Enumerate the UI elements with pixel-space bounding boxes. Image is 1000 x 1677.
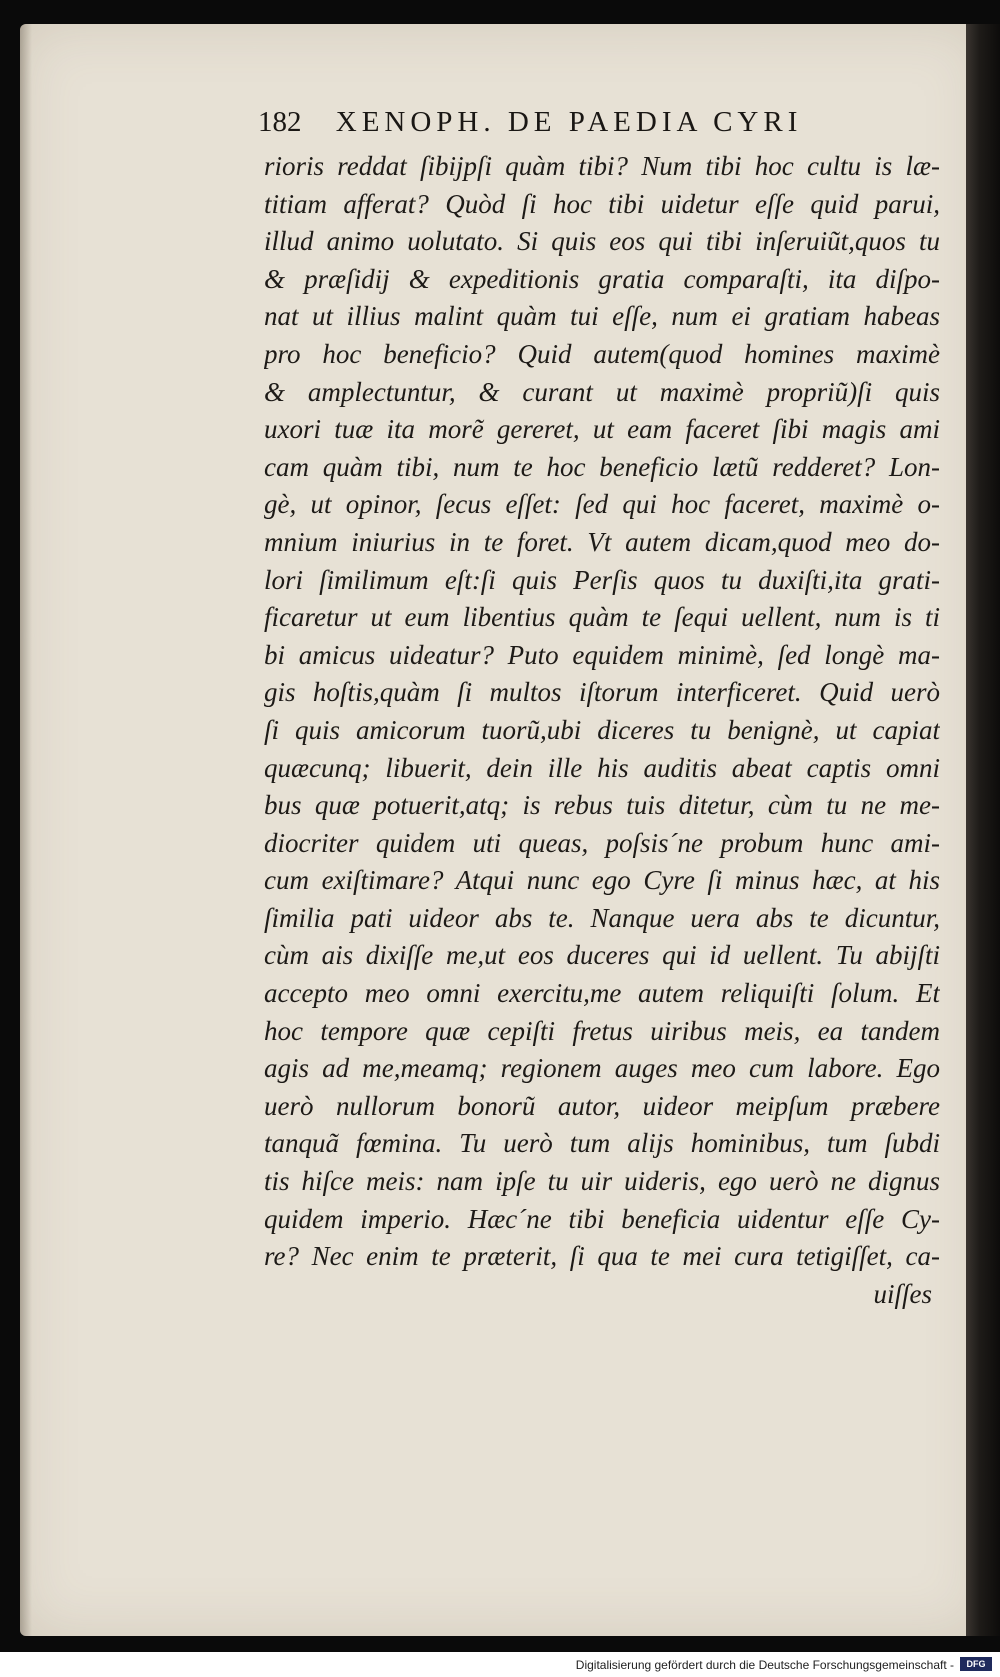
text-line: cùm ais dixiſſe me,ut eos duceres qui id uellent. Tu abijſti [264,940,940,971]
text-line: accepto meo omni exercitu,me autem reliquiſti ſolum. Et [264,978,940,1009]
text-line: & præſidij & expeditionis gratia comparaſti, ita diſpo- [264,263,940,294]
text-line: gè, ut opinor, ſecus eſſet: ſed qui hoc faceret, maximè o- [264,489,940,520]
page-header [258,106,958,146]
text-line: re? Nec enim te præterit, ſi qua te mei cura tetigiſſet, ca- [264,1241,940,1272]
text-line: tis hiſce meis: nam ipſe tu uir uideris, ego uerò ne dignus [264,1166,940,1197]
text-line: rioris reddat ſibijpſi quàm tibi? Num tibi hoc cultu is læ- [264,151,940,181]
text-line: uerò nullorum bonorũ autor, uideor meipſum præbere [264,1090,940,1121]
text-line: pro hoc beneficio? Quid autem(quod homines maximè [264,338,940,369]
body-text [264,148,940,1313]
text-line: bus quæ potuerit,atq; is rebus tuis ditetur, cùm tu ne me- [264,790,940,821]
text-line: ſi quis amicorum tuorũ,ubi diceres tu benignè, ut capiat [264,714,940,745]
text-line: tanquã fœmina. Tu uerò tum alijs hominibus, tum ſubdi [264,1128,940,1159]
catchword: uiſſes [873,1278,932,1309]
text-line: agis ad me,meamq; regionem auges meo cum labore. Ego [264,1053,940,1084]
text-line: quidem imperio. Hæc´ne tibi beneficia uidentur eſſe Cy- [264,1203,940,1234]
text-line: lori ſimilimum eſt:ſi quis Perſis quos tu duxiſti,ita grati- [264,564,940,595]
text-line: titiam afferat? Quòd ſi hoc tibi uidetur eſſe quid parui, [264,188,940,219]
running-title: XENOPH. DE PAEDIA CYRI [335,106,803,138]
text-line: bi amicus uideatur? Puto equidem minimè, ſed longè ma- [264,639,940,670]
text-line: nat ut illius malint quàm tui eſſe, num ei gratiam habeas [264,301,940,332]
text-line: gis hoſtis,quàm ſi multos iſtorum interficeret. Quid uerò [264,677,940,708]
text-line: cum exiſtimare? Atqui nunc ego Cyre ſi minus hæc, at his [264,865,940,896]
funding-credit: Digitalisierung gefördert durch die Deutsche Forschungsgemeinschaft - [575,1658,954,1672]
text-line: ficaretur ut eum libentius quàm te ſequi uellent, num is ti [264,602,940,633]
text-line: mnium iniurius in te foret. Vt autem dicam,quod meo do- [264,526,940,557]
text-line: diocriter quidem uti queas, poſsis´ne probum hunc ami- [264,827,940,858]
dfg-logo: DFG [960,1657,992,1671]
text-line: & amplectuntur, & curant ut maximè propriũ)ſi quis [264,376,940,407]
text-line: quæcunq; libuerit, dein ille his auditis abeat captis omni [264,752,940,783]
page-number: 182 [258,106,302,138]
text-line: uxori tuæ ita morẽ gereret, ut eam faceret ſibi magis ami [264,414,940,445]
page-fold-edge [966,24,1000,1636]
text-line: ſimilia pati uideor abs te. Nanque uera abs te dicuntur, [264,902,940,933]
page-gutter-shadow [20,24,32,1636]
text-line: cam quàm tibi, num te hoc beneficio lætũ redderet? Lon- [264,451,940,482]
text-line: illud animo uolutato. Si quis eos qui tibi inſeruiũt,quos tu [264,226,940,257]
text-line: hoc tempore quæ cepiſti fretus uiribus meis, ea tandem [264,1015,940,1046]
